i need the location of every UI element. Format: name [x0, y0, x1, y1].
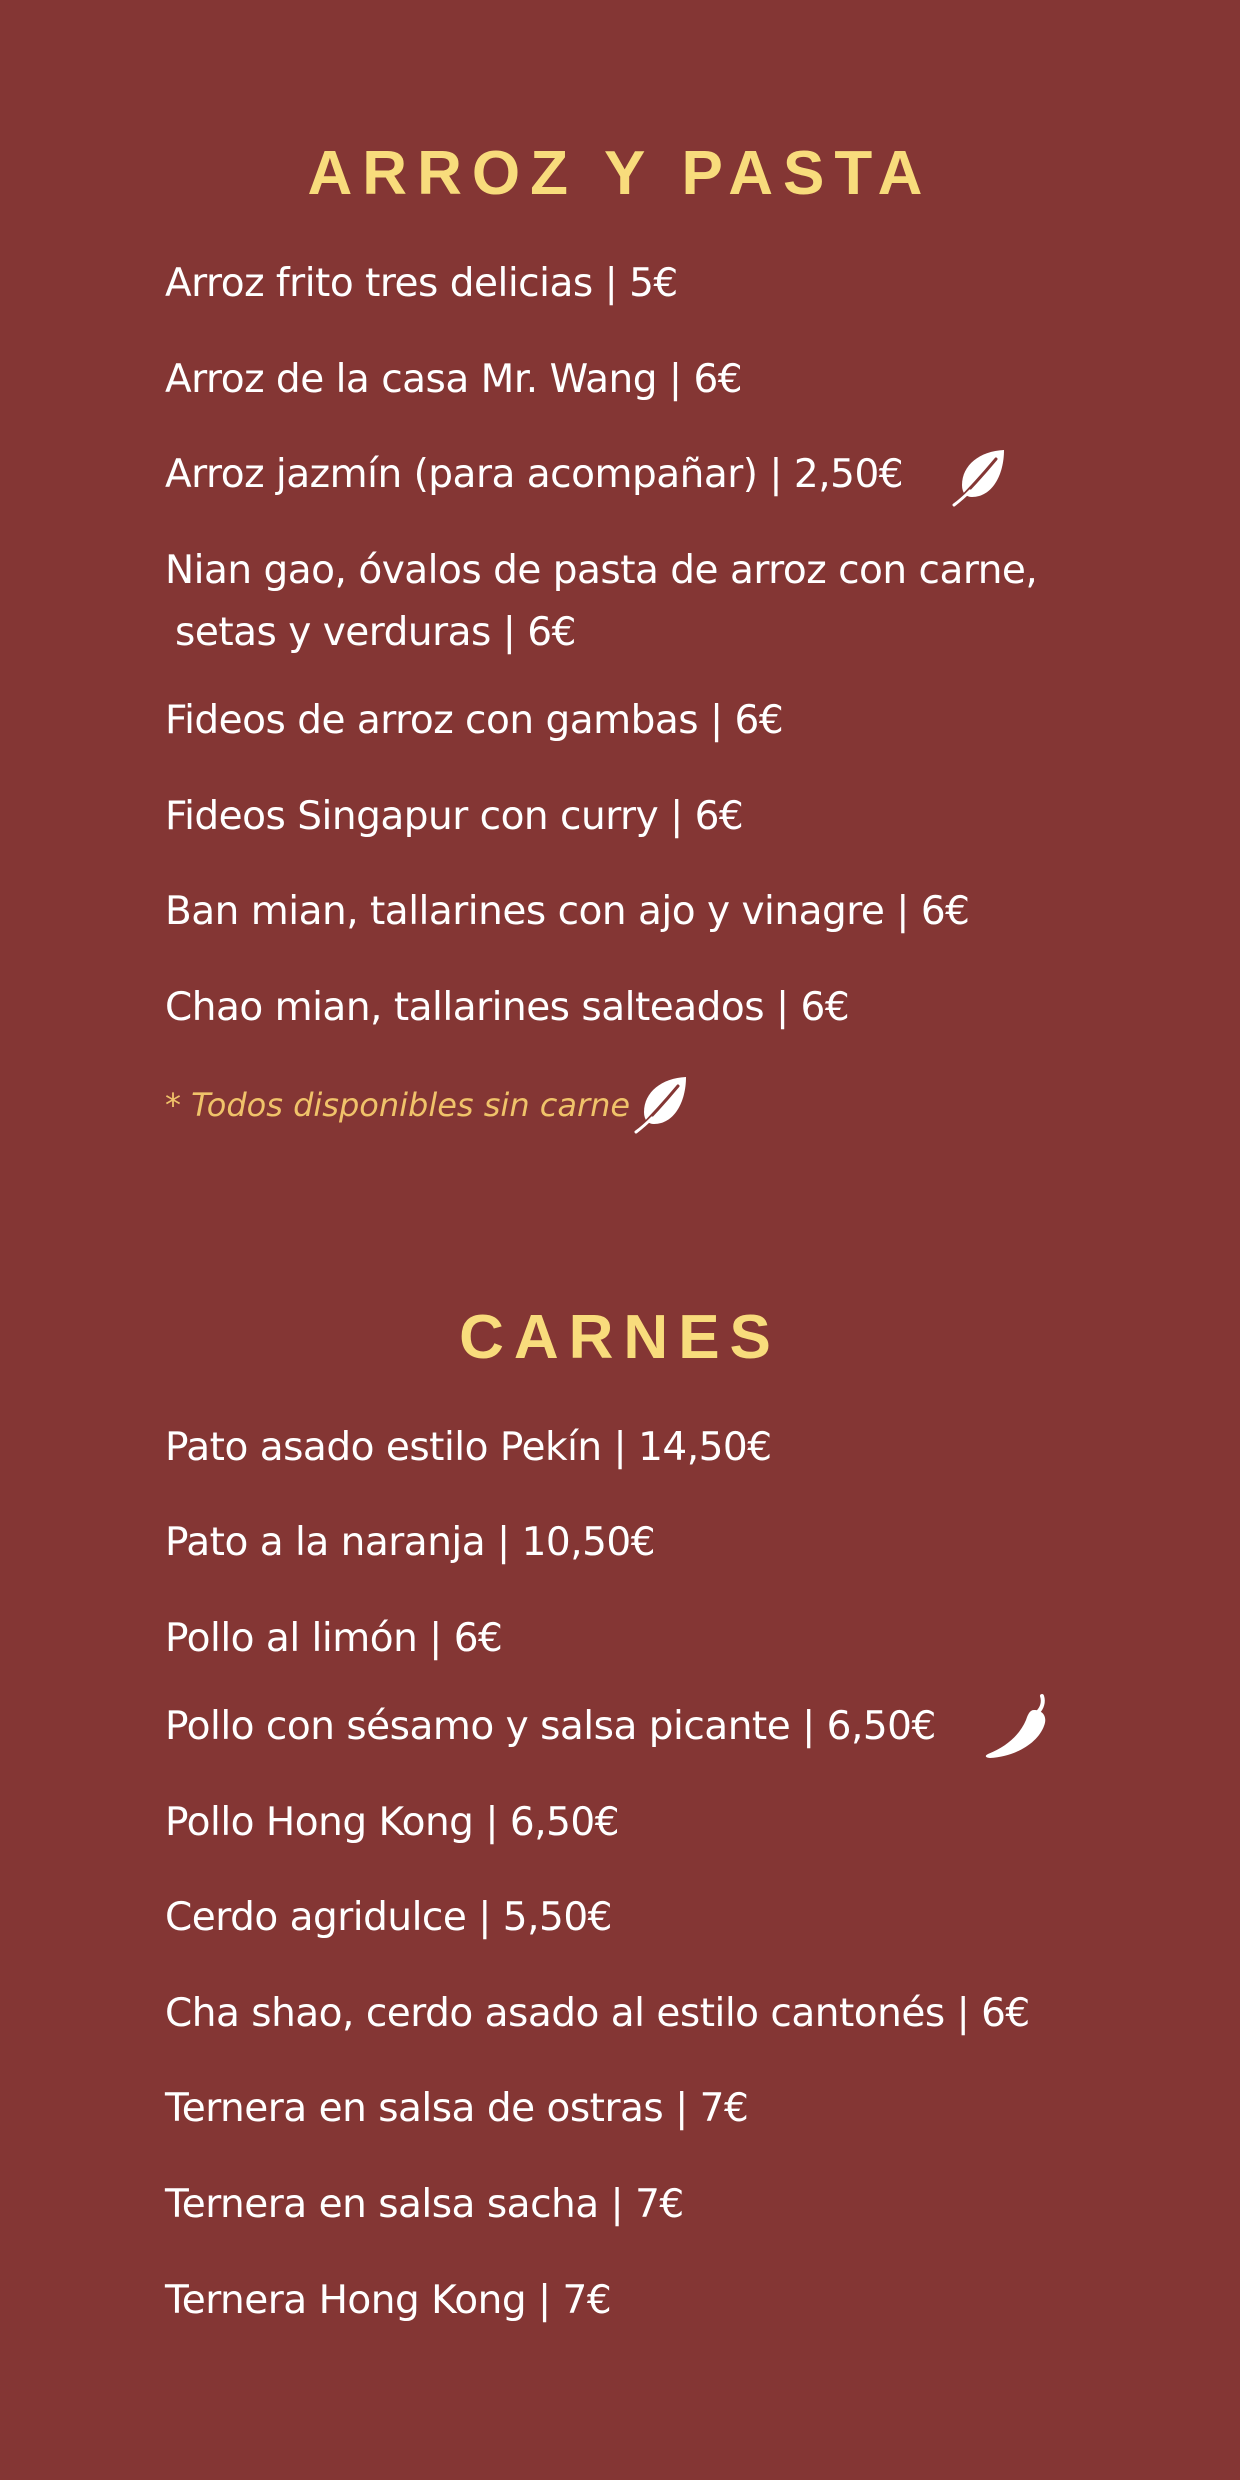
menu-item-line: setas y verduras | 6€: [175, 610, 576, 655]
vegetarian-note: * Todos disponibles sin carne: [165, 1086, 631, 1124]
section-title-carnes: CARNES: [459, 1303, 781, 1372]
menu-item: Chao mian, tallarines salteados | 6€: [165, 985, 850, 1030]
menu-item: Fideos de arroz con gambas | 6€: [165, 698, 784, 743]
menu-item: Arroz de la casa Mr. Wang | 6€: [165, 357, 743, 402]
menu-item-multiline: [165, 540, 1037, 664]
leaf-icon: [632, 1074, 690, 1136]
menu-item: Fideos Singapur con curry | 6€: [165, 794, 744, 839]
menu-item: Ternera en salsa de ostras | 7€: [165, 2086, 749, 2131]
menu-item: Cerdo agridulce | 5,50€: [165, 1895, 612, 1940]
chili-pepper-icon: [982, 1690, 1058, 1762]
menu-item: Ternera en salsa sacha | 7€: [165, 2182, 684, 2227]
menu-item: Pollo Hong Kong | 6,50€: [165, 1800, 620, 1845]
leaf-icon: [950, 447, 1008, 509]
menu-item: Pato asado estilo Pekín | 14,50€: [165, 1425, 772, 1470]
menu-item: Pato a la naranja | 10,50€: [165, 1520, 656, 1565]
menu-item: Ban mian, tallarines con ajo y vinagre | 6€: [165, 889, 970, 934]
section-title-arroz-y-pasta: ARROZ Y PASTA: [307, 139, 933, 208]
menu-item-line: Nian gao, óvalos de pasta de arroz con carne,: [165, 548, 1038, 593]
menu-item: Arroz jazmín (para acompañar) | 2,50€: [165, 452, 904, 497]
menu-item: Ternera Hong Kong | 7€: [165, 2278, 612, 2323]
menu-item: Pollo al limón | 6€: [165, 1616, 503, 1661]
menu-item: Cha shao, cerdo asado al estilo cantonés | 6€: [165, 1991, 1030, 2036]
menu-item: Arroz frito tres delicias | 5€: [165, 261, 678, 306]
menu-item: Pollo con sésamo y salsa picante | 6,50€: [165, 1704, 936, 1749]
